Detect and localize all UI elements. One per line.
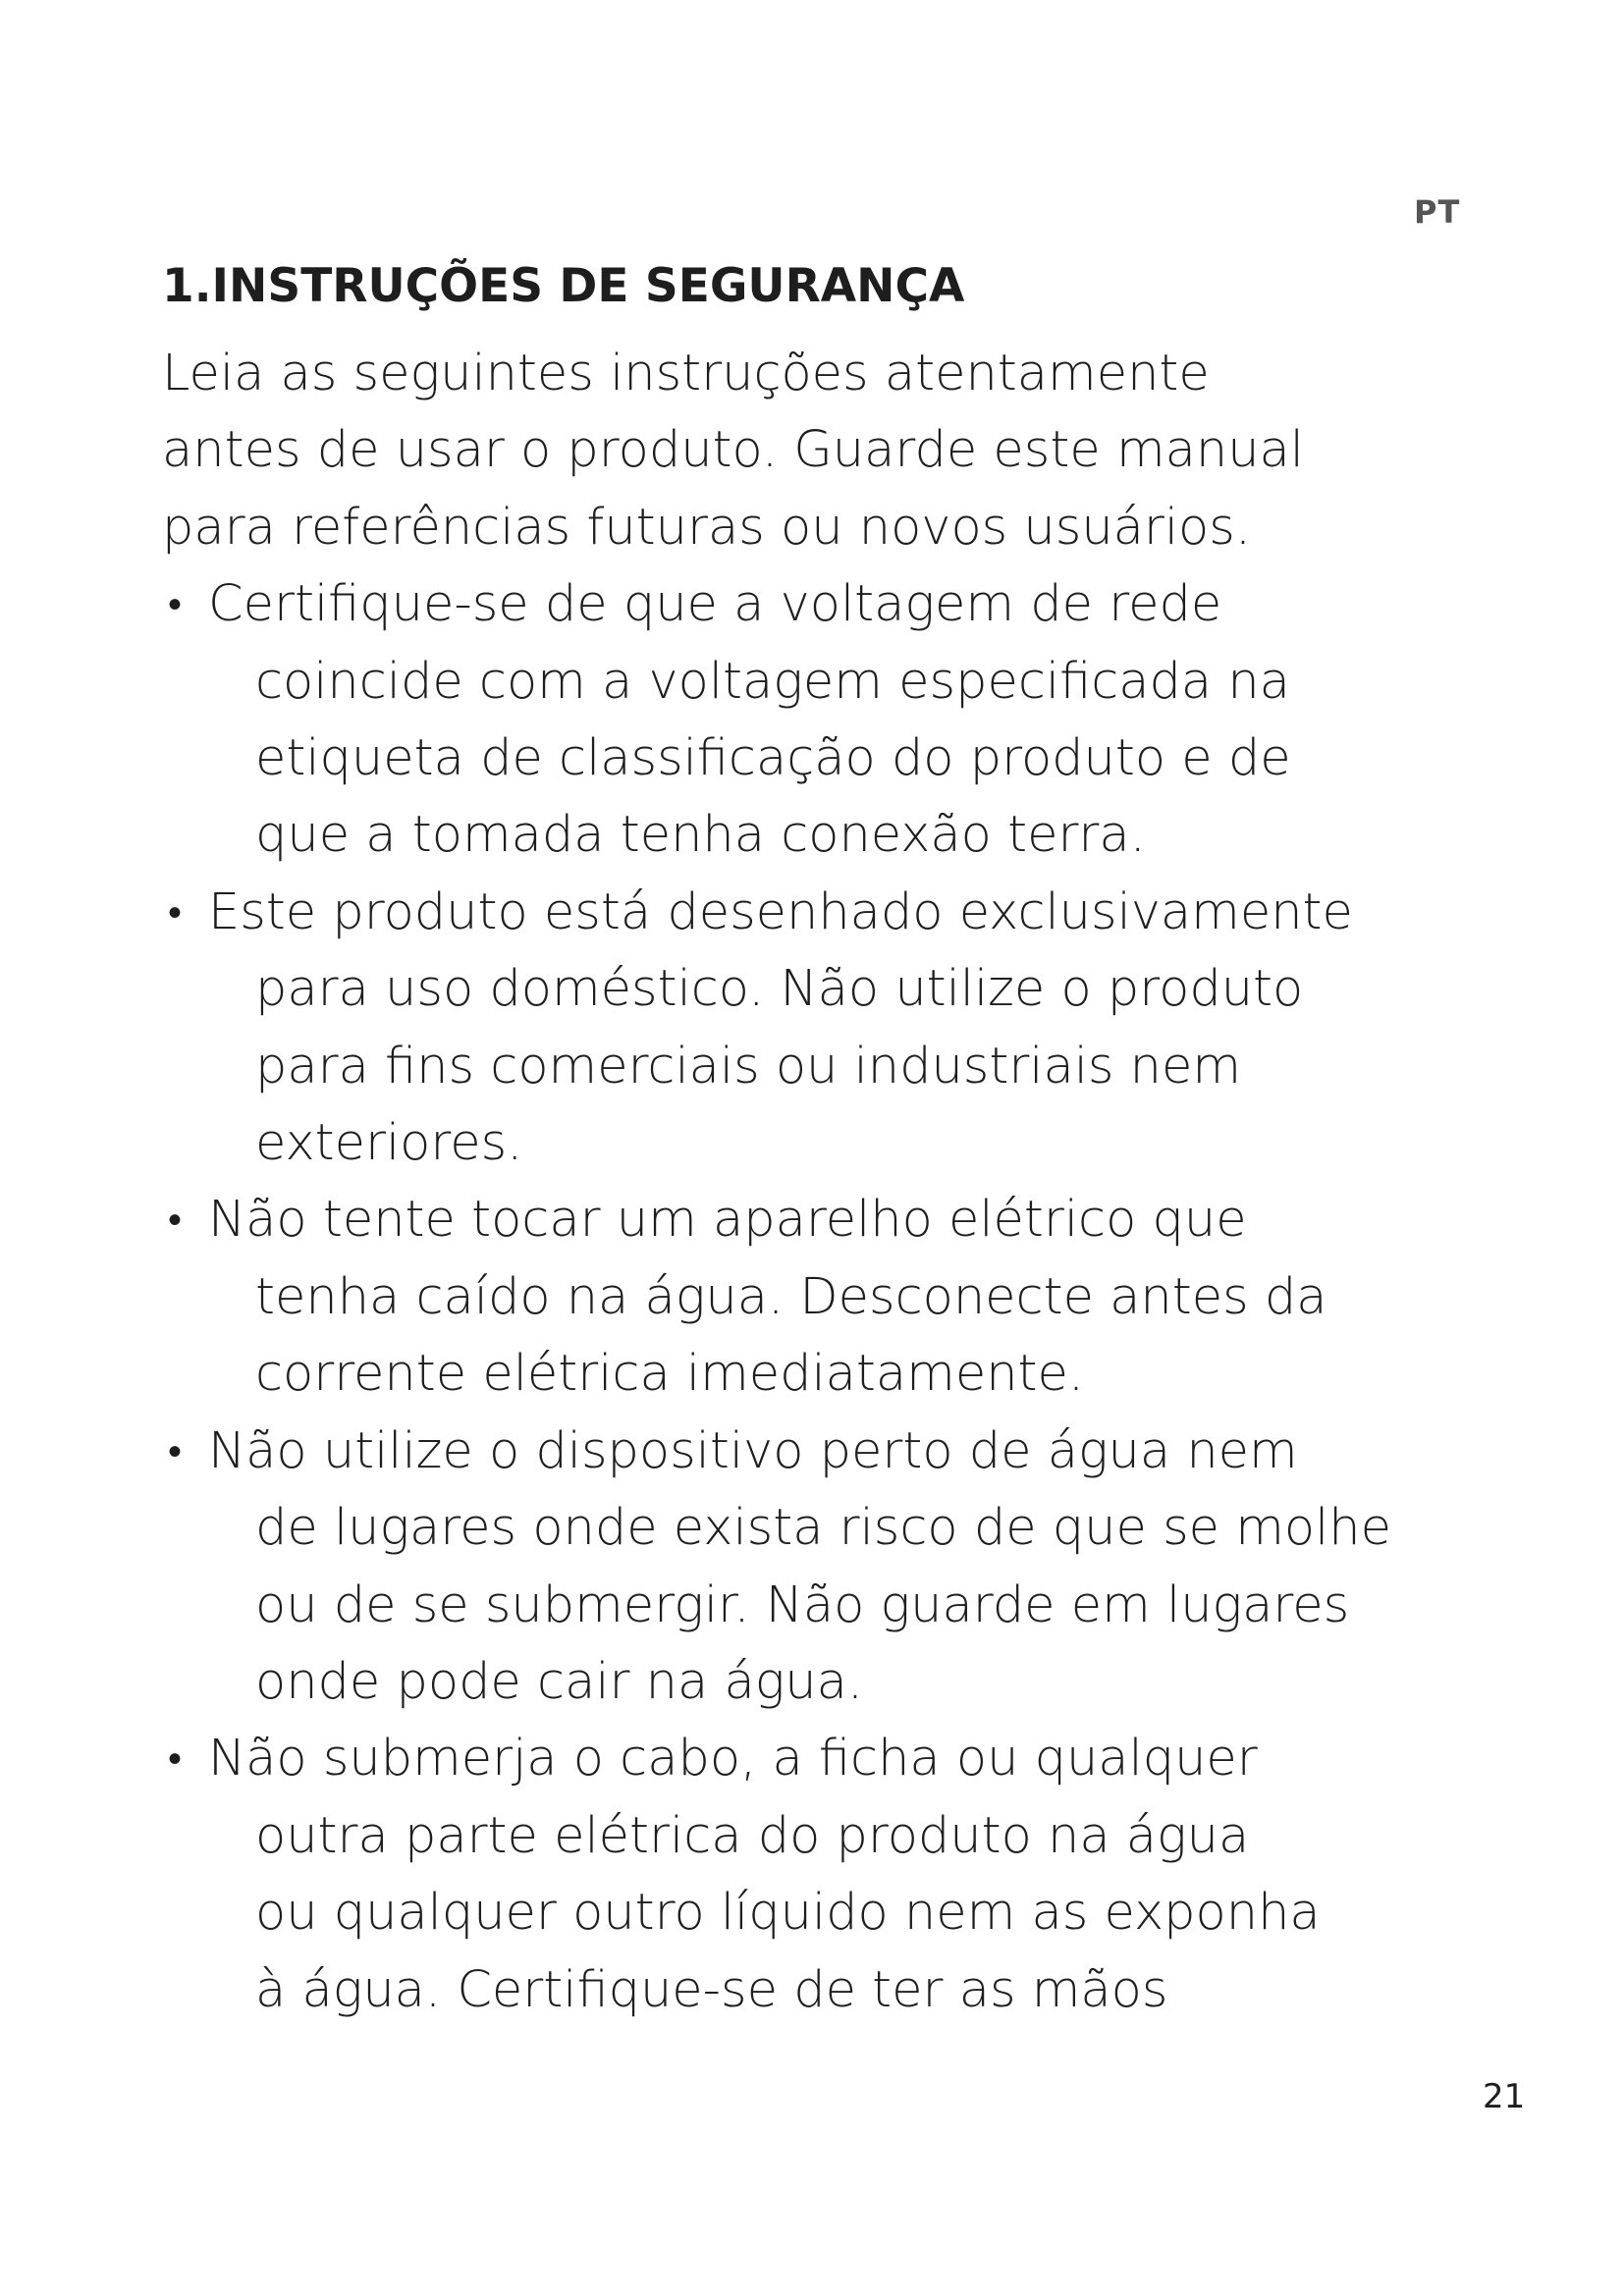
bullet-icon: • [168, 1198, 183, 1244]
list-item-line: ou qualquer outro líquido nem as exponha [255, 1884, 1321, 1943]
list-item-line: Certifique-se de que a voltagem de rede [208, 575, 1222, 634]
bullet-icon: • [168, 1428, 183, 1474]
intro-line: Leia as seguintes instruções atentamente [162, 345, 1210, 402]
list-item-line: onde pode cair na água. [255, 1652, 864, 1711]
list-item [162, 1414, 1483, 1722]
list-item-line: etiqueta de classificação do produto e de [255, 729, 1291, 788]
list-item-line: outra parte elétrica do produto na água [255, 1806, 1250, 1865]
list-item [162, 1721, 1483, 2029]
list-item-line: à água. Certifique-se de ter as mãos [255, 1960, 1168, 2019]
intro-paragraph [162, 336, 1483, 566]
list-item [162, 875, 1483, 1183]
list-item-line: para fins comerciais ou industriais nem [255, 1037, 1242, 1095]
safety-instructions-list [162, 566, 1483, 2029]
bullet-icon: • [168, 582, 183, 628]
list-item-line: Não submerja o cabo, a ficha ou qualquer [208, 1730, 1258, 1789]
intro-line: antes de usar o produto. Guarde este manual [162, 421, 1304, 480]
list-item-line: exteriores. [255, 1114, 523, 1173]
list-item-line: para uso doméstico. Não utilize o produto [255, 960, 1304, 1019]
list-item-line: corrente elétrica imediatamente. [255, 1345, 1085, 1404]
language-tag: PT [1414, 193, 1461, 231]
list-item-line: que a tomada tenha conexão terra. [255, 806, 1146, 865]
page-number: 21 [1483, 2077, 1526, 2116]
list-item [162, 1182, 1483, 1413]
list-item-line: coincide com a voltagem especificada na [255, 652, 1290, 711]
list-item-line: Não tente tocar um aparelho elétrico que [208, 1191, 1247, 1250]
section-body [162, 336, 1483, 2029]
list-item-line: tenha caído na água. Desconecte antes da [255, 1267, 1327, 1326]
list-item-line: ou de se submergir. Não guarde em lugares [255, 1575, 1350, 1634]
intro-line: para referências futuras ou novos usuários. [162, 498, 1252, 557]
bullet-icon: • [168, 1736, 183, 1783]
list-item-line: Não utilize o dispositivo perto de água nem [208, 1421, 1298, 1480]
list-item [162, 566, 1483, 875]
section-title: 1.INSTRUÇÕES DE SEGURANÇA [162, 259, 965, 313]
list-item-line: de lugares onde exista risco de que se molhe [255, 1499, 1391, 1558]
list-item-line: Este produto está desenhado exclusivamente [208, 882, 1353, 941]
bullet-icon: • [168, 889, 183, 935]
